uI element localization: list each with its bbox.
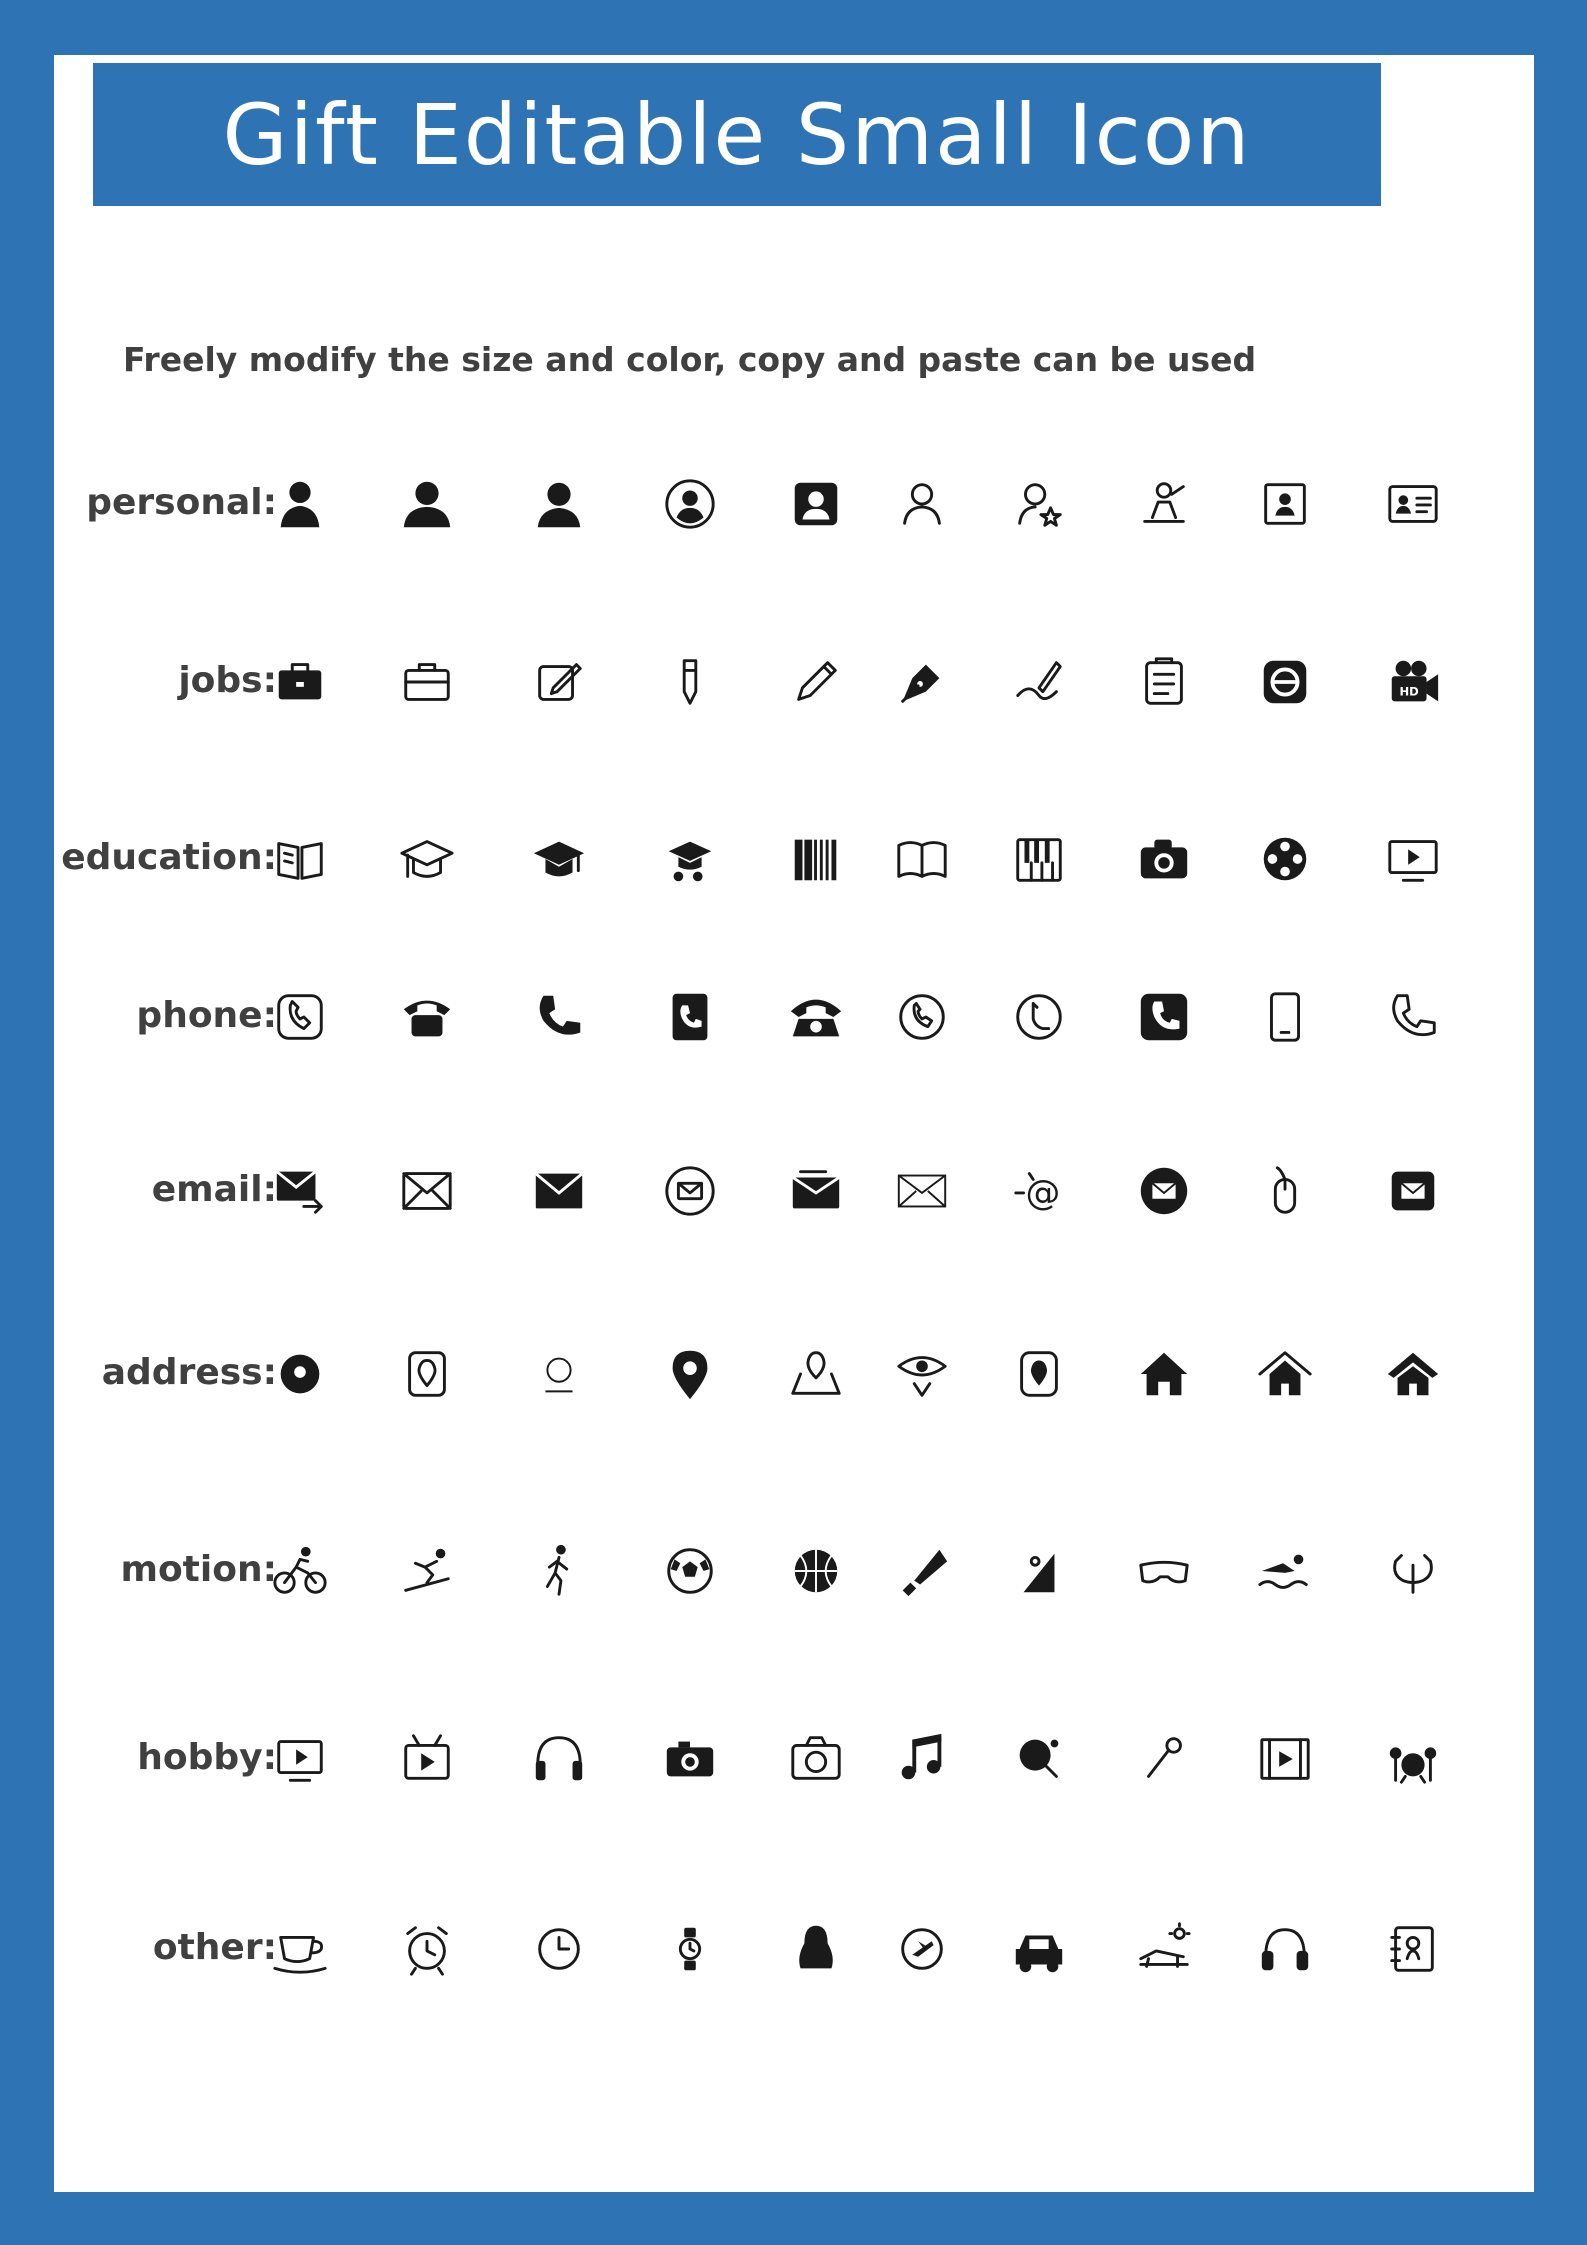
row-label: education: <box>61 837 277 878</box>
fountain-pen-icon <box>888 648 956 716</box>
tv-play-icon <box>266 1725 334 1793</box>
home-roof-icon <box>1251 1340 1319 1408</box>
person-icon <box>393 470 461 538</box>
video-screen-icon <box>1379 825 1447 893</box>
skiing-icon <box>393 1537 461 1605</box>
envelope-icon <box>525 1157 593 1225</box>
icon-row <box>0 1517 1587 1627</box>
icon-row <box>0 450 1587 560</box>
contacts-book-icon <box>1379 1915 1447 1983</box>
swimming-icon <box>1251 1537 1319 1605</box>
map-location-icon <box>782 1340 850 1408</box>
soccer-ball-icon <box>656 1537 724 1605</box>
climbing-icon <box>1005 1537 1073 1605</box>
ping-pong-icon <box>1005 1725 1073 1793</box>
mobile-phone-icon <box>1251 983 1319 1051</box>
retro-tv-icon <box>393 1725 461 1793</box>
hd-video-camera-icon <box>1379 648 1447 716</box>
muscle-icon <box>1379 1537 1447 1605</box>
at-sign-icon <box>1005 1157 1073 1225</box>
car-icon <box>1005 1915 1073 1983</box>
phone-square-icon <box>266 983 334 1051</box>
icon-row <box>0 628 1587 738</box>
icon-row <box>0 963 1587 1073</box>
signature-icon <box>1005 648 1073 716</box>
row-label: address: <box>101 1352 277 1393</box>
row-label: motion: <box>120 1549 277 1590</box>
camera-outline-icon <box>782 1725 850 1793</box>
icon-row <box>0 1320 1587 1430</box>
wristwatch-icon <box>656 1915 724 1983</box>
location-circle-icon <box>266 1340 334 1408</box>
open-book-icon <box>888 825 956 893</box>
pencil-icon <box>782 648 850 716</box>
home-solid-icon <box>1379 1340 1447 1408</box>
user-outline-icon <box>888 470 956 538</box>
briefcase-icon <box>266 648 334 716</box>
row-label: jobs: <box>178 660 277 701</box>
envelope-outline-icon <box>393 1157 461 1225</box>
envelope-thin-icon <box>888 1157 956 1225</box>
coffee-cup-icon <box>266 1915 334 1983</box>
headphones-icon <box>525 1725 593 1793</box>
music-note-icon <box>888 1725 956 1793</box>
presenter-icon <box>1130 470 1198 538</box>
compact-camera-icon <box>656 1725 724 1793</box>
airmail-icon <box>782 1157 850 1225</box>
edit-square-icon <box>525 648 593 716</box>
mail-square-icon <box>1379 1157 1447 1225</box>
person-suit-icon <box>266 470 334 538</box>
icon-row <box>0 1705 1587 1815</box>
briefcase-outline-icon <box>393 648 461 716</box>
mail-forward-icon <box>266 1157 334 1225</box>
clock-icon <box>525 1915 593 1983</box>
icon-row <box>0 1895 1587 2005</box>
location-pin-icon <box>656 1340 724 1408</box>
row-label: email: <box>151 1169 277 1210</box>
rotary-phone-icon <box>782 983 850 1051</box>
piano-keys-icon <box>1005 825 1073 893</box>
user-star-icon <box>1005 470 1073 538</box>
envelope-circle-icon <box>656 1157 724 1225</box>
phone-ring-icon <box>888 983 956 1051</box>
person-circle-icon <box>656 470 724 538</box>
film-reel-icon <box>1251 825 1319 893</box>
graduation-cap-outline-icon <box>393 825 461 893</box>
camera-icon <box>1130 825 1198 893</box>
penguin-icon <box>782 1915 850 1983</box>
bookshelf-icon <box>782 825 850 893</box>
cycling-icon <box>266 1537 334 1605</box>
mail-circle-icon <box>1130 1157 1198 1225</box>
desk-phone-icon <box>393 983 461 1051</box>
microphone-icon <box>1130 1725 1198 1793</box>
phone-circle-icon <box>1005 983 1073 1051</box>
pencil-tip-icon <box>656 648 724 716</box>
contact-card-icon <box>1251 470 1319 538</box>
page-subtitle: Freely modify the size and color, copy and paste can be used <box>123 340 1257 379</box>
alarm-clock-icon <box>393 1915 461 1983</box>
row-label: hobby: <box>137 1737 277 1778</box>
drum-kit-icon <box>1379 1725 1447 1793</box>
phone-book-icon <box>656 983 724 1051</box>
goggles-icon <box>1130 1537 1198 1605</box>
film-strip-icon <box>1251 1725 1319 1793</box>
basketball-icon <box>782 1537 850 1605</box>
icon-row <box>0 1137 1587 1247</box>
phone-rounded-square-icon <box>1130 983 1198 1051</box>
handset-icon <box>525 983 593 1051</box>
clipboard-icon <box>1130 648 1198 716</box>
running-icon <box>525 1537 593 1605</box>
title-banner <box>93 63 1381 206</box>
page-title: Gift Editable Small Icon <box>222 85 1252 184</box>
contact-square-icon <box>782 470 850 538</box>
home-icon <box>1130 1340 1198 1408</box>
airplane-circle-icon <box>888 1915 956 1983</box>
map-marker-rounded-icon <box>1005 1340 1073 1408</box>
id-card-icon <box>1379 470 1447 538</box>
sunbed-icon <box>1130 1915 1198 1983</box>
row-label: phone: <box>136 995 277 1036</box>
location-thin-icon <box>525 1340 593 1408</box>
book-bookmark-icon <box>266 825 334 893</box>
scholar-icon <box>656 825 724 893</box>
row-label: personal: <box>86 482 277 523</box>
person-alt-icon <box>525 470 593 538</box>
headset-icon <box>1251 1915 1319 1983</box>
location-eye-icon <box>888 1340 956 1408</box>
row-label: other: <box>152 1927 277 1968</box>
icon-row <box>0 805 1587 915</box>
ie-browser-icon <box>1251 648 1319 716</box>
map-marker-square-icon <box>393 1340 461 1408</box>
graduation-cap-icon <box>525 825 593 893</box>
svg-text:HD: HD <box>1399 684 1419 699</box>
badminton-icon <box>888 1537 956 1605</box>
svg-text:@: @ <box>1025 1173 1061 1214</box>
handset-outline-icon <box>1379 983 1447 1051</box>
mouse-icon <box>1251 1157 1319 1225</box>
